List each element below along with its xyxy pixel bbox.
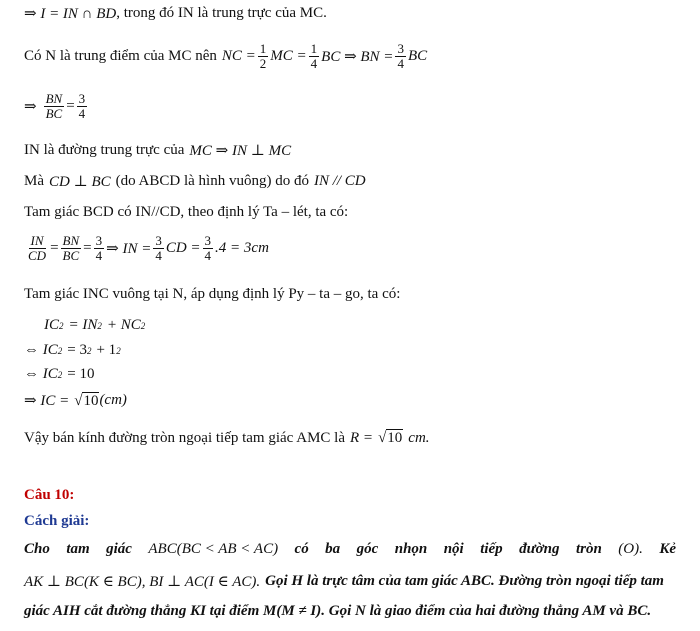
math: R = bbox=[350, 429, 374, 446]
math: BC ⇒ BN = bbox=[321, 49, 394, 65]
word: có bbox=[294, 541, 309, 557]
word: Cho bbox=[24, 541, 50, 557]
fraction: $\frac{1}{2}$ bbox=[259, 41, 267, 71]
text: (do ABCD là hình vuông) do đó bbox=[115, 173, 309, 189]
text: , trong đó IN là trung trực của MC. bbox=[116, 5, 327, 21]
math: CD ⊥ BC bbox=[49, 174, 111, 190]
math: IC bbox=[44, 317, 59, 333]
word: Kẻ bbox=[659, 541, 676, 557]
line-6 bbox=[24, 204, 348, 221]
equals: = bbox=[66, 98, 75, 114]
math: ⇒ IC = bbox=[24, 393, 70, 409]
word: giác bbox=[106, 541, 132, 557]
line-12 bbox=[24, 391, 127, 410]
word: tam bbox=[66, 541, 90, 557]
math: MC = bbox=[270, 48, 307, 64]
problem-line-1 bbox=[24, 541, 676, 558]
fraction: $\frac{1}{4}$ bbox=[310, 41, 318, 71]
math: = 3 bbox=[67, 342, 87, 358]
equals: = bbox=[50, 240, 59, 256]
math: BC bbox=[407, 48, 428, 64]
method-heading: Cách giải: bbox=[24, 513, 90, 529]
math: + NC bbox=[106, 317, 141, 333]
word: nội bbox=[443, 541, 464, 557]
math: AK ⊥ BC(K ∈ BC), BI ⊥ AC(I ∈ AC). bbox=[24, 574, 261, 590]
math: (O). bbox=[618, 541, 643, 557]
fraction: $\frac{3}{4}$ bbox=[204, 233, 212, 263]
word: ba bbox=[325, 541, 341, 557]
fraction: $\frac{3}{4}$ bbox=[397, 41, 404, 71]
text: Tam giác INC vuông tại N, áp dụng định lý Py – ta – go, ta có: bbox=[24, 286, 401, 302]
unit: cm. bbox=[408, 429, 430, 446]
fraction: $\frac{BN}{BC}$ bbox=[45, 91, 63, 121]
line-1 bbox=[24, 4, 327, 23]
square-root: √ 10 bbox=[74, 392, 99, 409]
math: = 10 bbox=[67, 366, 95, 382]
line-8 bbox=[24, 286, 400, 303]
line-11: ⇔ IC 2 = 10 bbox=[24, 366, 95, 382]
fraction: $\frac{3}{4}$ bbox=[155, 233, 162, 263]
math-expression: ⇒ I = IN ∩ BD bbox=[24, 6, 117, 22]
question-heading: Câu 10: bbox=[24, 487, 75, 503]
line-5 bbox=[24, 172, 366, 191]
square-root: √ 10 bbox=[378, 430, 403, 446]
fraction: $\frac{3}{4}$ bbox=[95, 233, 103, 263]
word: nhọn bbox=[394, 541, 428, 557]
word: đường bbox=[519, 541, 560, 557]
word: góc bbox=[356, 541, 379, 557]
line-7 bbox=[24, 234, 269, 263]
line-9: IC 2 = IN 2 + NC 2 bbox=[44, 317, 146, 333]
text: IN là đường trung trực của bbox=[24, 142, 185, 158]
fraction: $\frac{3}{4}$ bbox=[78, 91, 86, 121]
line-13 bbox=[24, 429, 430, 447]
math: .4 = 3cm bbox=[215, 240, 269, 256]
math: ⇒ IN = bbox=[106, 241, 152, 257]
math: IN // CD bbox=[313, 173, 366, 189]
problem-line-3: giác AIH cắt đường thẳng KI tại điểm M(M ≠ I). Gọi N là giao điểm của hai đường thẳng AM và BC. bbox=[24, 603, 652, 619]
math: ABC(BC < AB < AC) bbox=[148, 541, 279, 557]
text: Gọi H là trực tâm của tam giác ABC. Đường tròn ngoại tiếp tam bbox=[265, 573, 664, 589]
unit: (cm) bbox=[99, 392, 127, 408]
math: MC ⇒ IN ⊥ MC bbox=[189, 143, 292, 159]
math: ⇔ IC bbox=[24, 366, 58, 382]
problem-line-2 bbox=[24, 572, 664, 591]
text: Vậy bán kính đường tròn ngoại tiếp tam giác AMC là bbox=[24, 429, 346, 446]
math: ⇔ IC bbox=[24, 342, 58, 358]
math: CD = bbox=[165, 240, 201, 256]
text: Mà bbox=[24, 173, 44, 189]
line-2 bbox=[24, 42, 427, 71]
line-3 bbox=[24, 92, 89, 121]
text: Có N là trung điểm của MC nên bbox=[24, 48, 217, 64]
line-10: ⇔ IC 2 = 3 2 + 1 2 bbox=[24, 342, 121, 358]
fraction: $\frac{IN}{CD}$ bbox=[28, 233, 47, 263]
line-4 bbox=[24, 141, 291, 160]
math: NC = bbox=[221, 48, 256, 64]
equals: = bbox=[83, 240, 92, 256]
word: tiếp bbox=[480, 541, 503, 557]
math: = IN bbox=[68, 317, 98, 333]
math: + 1 bbox=[96, 342, 117, 358]
fraction: $\frac{BN}{BC}$ bbox=[62, 233, 80, 263]
text: Tam giác BCD có IN//CD, theo định lý Ta – lét, ta có: bbox=[24, 204, 349, 220]
word: tròn bbox=[575, 541, 602, 557]
arrow: ⇒ bbox=[24, 99, 37, 115]
